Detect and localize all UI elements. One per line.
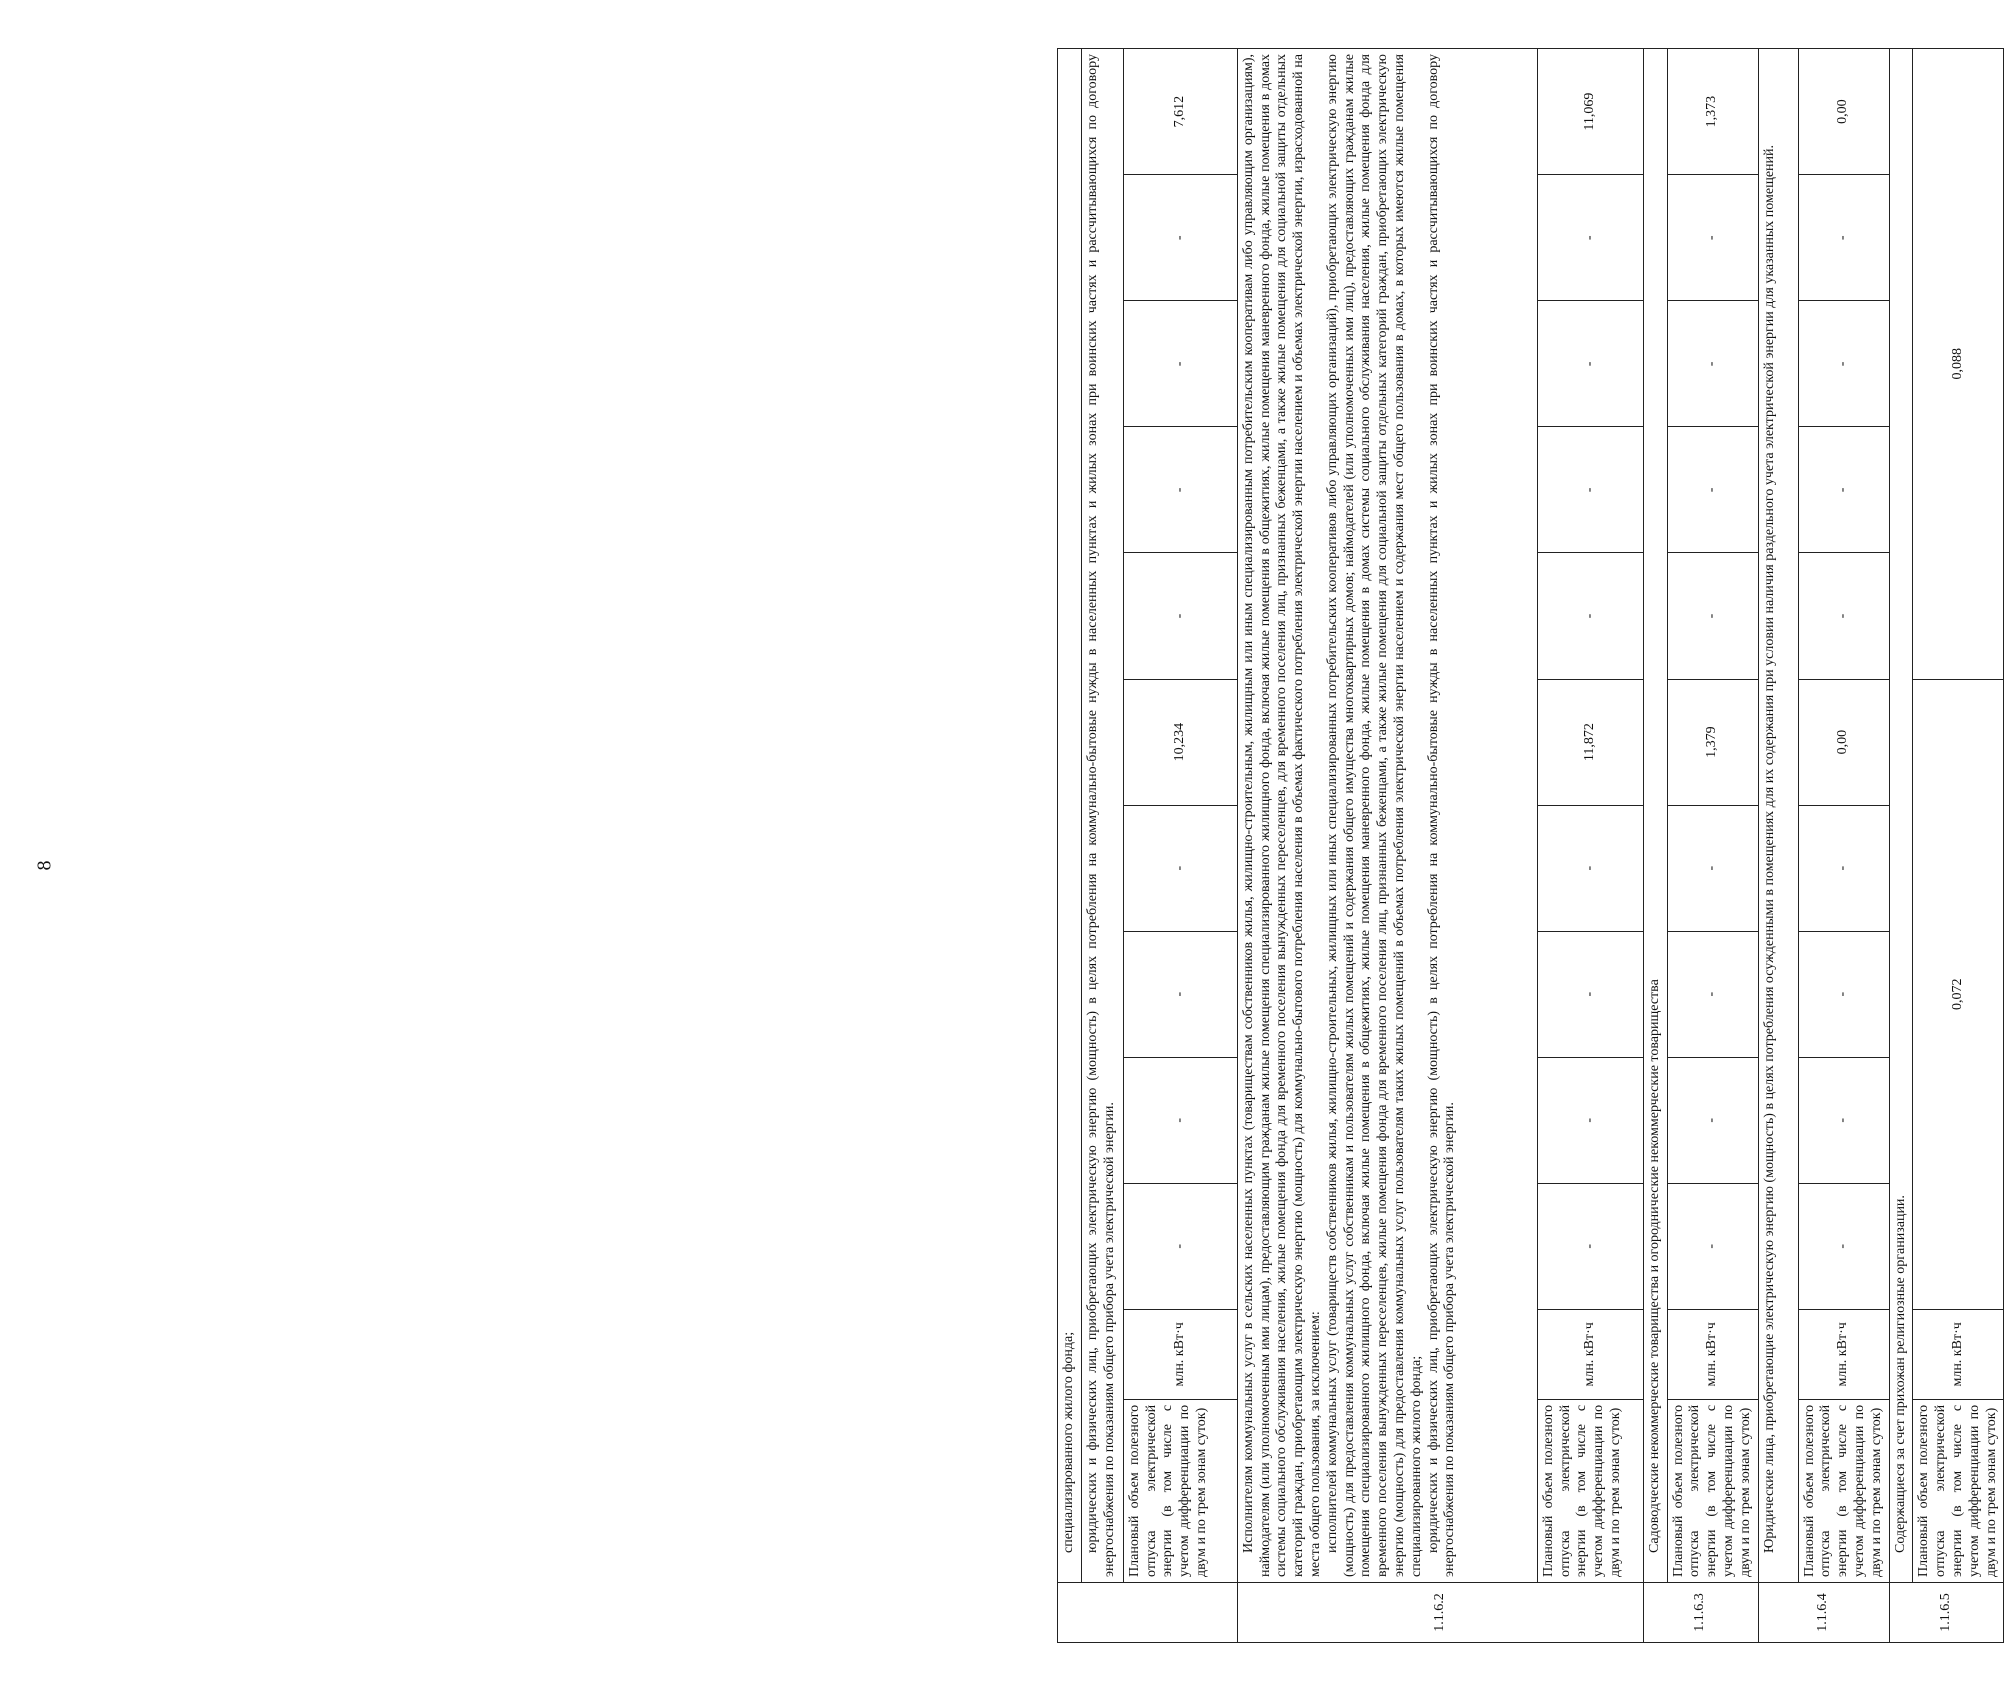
value-cell: - xyxy=(1123,553,1237,679)
value-cell: 1,373 xyxy=(1667,49,1758,175)
value-cell: - xyxy=(1798,1183,1889,1309)
unit-cell: млн. кВт·ч xyxy=(1537,1309,1643,1399)
table-row xyxy=(1537,49,1643,1643)
table-row xyxy=(1643,49,1667,1643)
rotated-table-container xyxy=(1057,48,2007,1643)
value-cell: - xyxy=(1123,175,1237,301)
value-cell: 7,612 xyxy=(1123,49,1237,175)
row-code: 1.1.6.4 xyxy=(1758,1582,1889,1642)
merged-value-cell: 0,072 xyxy=(1913,679,2004,1309)
value-cell: 0,00 xyxy=(1798,49,1889,175)
description-text: Юридические лица, приобретающие электрическую энергию (мощность) в целях потребления осужденными в помещениях для их содержания при условии наличия раздельного учета электрической энергии для указанных помещений. xyxy=(1758,49,1798,1583)
description-text: Садоводческие некоммерческие товарищества и огороднические некоммерческие товарищества xyxy=(1643,49,1667,1583)
description-paragraph: юридических и физических лиц, приобретающих электрическую энергию (мощность) в целях потребления на коммунально-бытовые нужды в населенных пунктах и жилых зонах при воинских частях и рассчитывающихся по договору энергоснабжения по показаниям общего прибора учета электрической энергии. xyxy=(1425,54,1458,1577)
unit-cell: млн. кВт·ч xyxy=(1667,1309,1758,1399)
row-code: 1.1.6.5 xyxy=(1889,1582,2004,1642)
row-name: Плановый объем полезного отпуска электрической энергии (в том числе с учетом дифференциации по двум и по трем зонам суток) xyxy=(1798,1399,1889,1582)
value-cell: - xyxy=(1798,1057,1889,1183)
value-cell: 11,069 xyxy=(1537,49,1643,175)
description-text xyxy=(1237,49,1537,1583)
description-paragraph: Исполнителям коммунальных услуг в сельских населенных пунктах (товариществам собственников жилья, жилищно-строительным, жилищным или иным специализированным потребительским кооперативам либо управляющим организациям), наймодателям (или уполномоченным ими лицам), предоставляющим гражданам жилые помещения специализированного жилищного фонда, включая жилые помещения в общежитиях, жилые помещения маневренного фонда, жилые помещения в домах системы социального обслуживания населения, жилые помещения фонда для временного поселения вынужденных переселенцев, для временного поселения лиц, признанных беженцами, а также жилые помещения для социальной защиты отдельных категорий граждан, приобретающим электрическую энергию (мощность) для коммунально-бытового потребления населения в объемах фактического потребления электрической энергии населением и объемах электрической энергии, израсходованной на места общего пользования, за исключением: xyxy=(1240,54,1323,1577)
table-row xyxy=(1058,49,1082,1643)
row-code: 1.1.6.3 xyxy=(1643,1582,1758,1642)
value-cell: - xyxy=(1537,805,1643,931)
table-row xyxy=(1798,49,1889,1643)
value-cell: - xyxy=(1537,553,1643,679)
value-cell: - xyxy=(1123,1183,1237,1309)
value-cell: - xyxy=(1798,175,1889,301)
unit-cell: млн. кВт·ч xyxy=(1123,1309,1237,1399)
value-cell: - xyxy=(1537,1183,1643,1309)
value-cell: - xyxy=(1667,805,1758,931)
row-name: Плановый объем полезного отпуска электрической энергии (в том числе с учетом дифференциации по двум и по трем зонам суток) xyxy=(1123,1399,1237,1582)
value-cell: 11,872 xyxy=(1537,679,1643,805)
value-cell: - xyxy=(1123,301,1237,427)
table-row xyxy=(1913,49,2004,1643)
value-cell: - xyxy=(1537,1057,1643,1183)
value-cell: - xyxy=(1667,175,1758,301)
page-number: 8 xyxy=(33,860,56,871)
row-name: Плановый объем полезного отпуска электрической энергии (в том числе с учетом дифференциации по двум и по трем зонам суток) xyxy=(1537,1399,1643,1582)
value-cell: - xyxy=(1798,931,1889,1057)
unit-cell: млн. кВт·ч xyxy=(1913,1309,2004,1399)
value-cell: 1,379 xyxy=(1667,679,1758,805)
merged-value-cell: 0,088 xyxy=(1913,49,2004,680)
description-paragraph: исполнителей коммунальных услуг (товариществ собственников жилья, жилищно-строительных, жилищных или иных специализированных потребительских кооперативов либо управляющих организаций), приобретающих электрическую энергию (мощность) для предоставления коммунальных услуг собственникам и пользователям жилых помещений и содержания общего имущества многоквартирных домов; наймодателей (или уполномоченных ими лиц), предоставляющих гражданам жилые помещения специализированного жилищного фонда, включая жилые помещения в общежитиях, жилые помещения маневренного фонда, жилые помещения в домах системы социального обслуживания населения, жилые помещения фонда для временного поселения вынужденных переселенцев, жилые помещения фонда для временного поселения лиц, признанных беженцами, а также жилые помещения для социальной защиты отдельных категорий граждан, приобретающих электрическую энергию (мощность) для предоставления коммунальных услуг пользователям таких жилых помещений в объемах потребления электрической энергии населением и содержания мест общего пользования в домах, в которых имеются жилые помещения специализированного жилого фонда; xyxy=(1324,54,1424,1577)
tariff-volume-table xyxy=(1057,48,2004,1643)
table-row xyxy=(1758,49,1798,1643)
value-cell: - xyxy=(1798,427,1889,553)
table-row xyxy=(1123,49,1237,1643)
value-cell: - xyxy=(1667,301,1758,427)
value-cell: - xyxy=(1537,301,1643,427)
row-code: 1.1.6.2 xyxy=(1237,1582,1643,1642)
table-row xyxy=(1889,49,1913,1643)
code-cell-empty xyxy=(1058,1582,1238,1642)
value-cell: 0,00 xyxy=(1798,679,1889,805)
table-row xyxy=(1081,49,1123,1643)
value-cell: - xyxy=(1123,1057,1237,1183)
value-cell: - xyxy=(1667,1183,1758,1309)
description-text: специализированного жилого фонда; xyxy=(1058,49,1082,1583)
value-cell: - xyxy=(1537,427,1643,553)
value-cell: - xyxy=(1123,427,1237,553)
table-row xyxy=(1667,49,1758,1643)
value-cell: - xyxy=(1667,931,1758,1057)
description-text: Содержащиеся за счет прихожан религиозные организации. xyxy=(1889,49,1913,1583)
value-cell: - xyxy=(1123,931,1237,1057)
value-cell: - xyxy=(1537,931,1643,1057)
value-cell: - xyxy=(1667,427,1758,553)
value-cell: - xyxy=(1667,553,1758,679)
value-cell: - xyxy=(1798,301,1889,427)
value-cell: - xyxy=(1537,175,1643,301)
value-cell: - xyxy=(1798,553,1889,679)
value-cell: - xyxy=(1798,805,1889,931)
unit-cell: млн. кВт·ч xyxy=(1798,1309,1889,1399)
description-text: юридических и физических лиц, приобретающих электрическую энергию (мощность) в целях потребления на коммунально-бытовые нужды в населенных пунктах и жилых зонах при воинских частях и рассчитывающихся по договору энергоснабжения по показаниям общего прибора учета электрической энергии. xyxy=(1081,49,1123,1583)
table-row xyxy=(1237,49,1537,1643)
value-cell: - xyxy=(1123,805,1237,931)
row-name: Плановый объем полезного отпуска электрической энергии (в том числе с учетом дифференциации по двум и по трем зонам суток) xyxy=(1667,1399,1758,1582)
row-name: Плановый объем полезного отпуска электрической энергии (в том числе с учетом дифференциации по двум и по трем зонам суток) xyxy=(1913,1399,2004,1582)
value-cell: - xyxy=(1667,1057,1758,1183)
value-cell: 10,234 xyxy=(1123,679,1237,805)
